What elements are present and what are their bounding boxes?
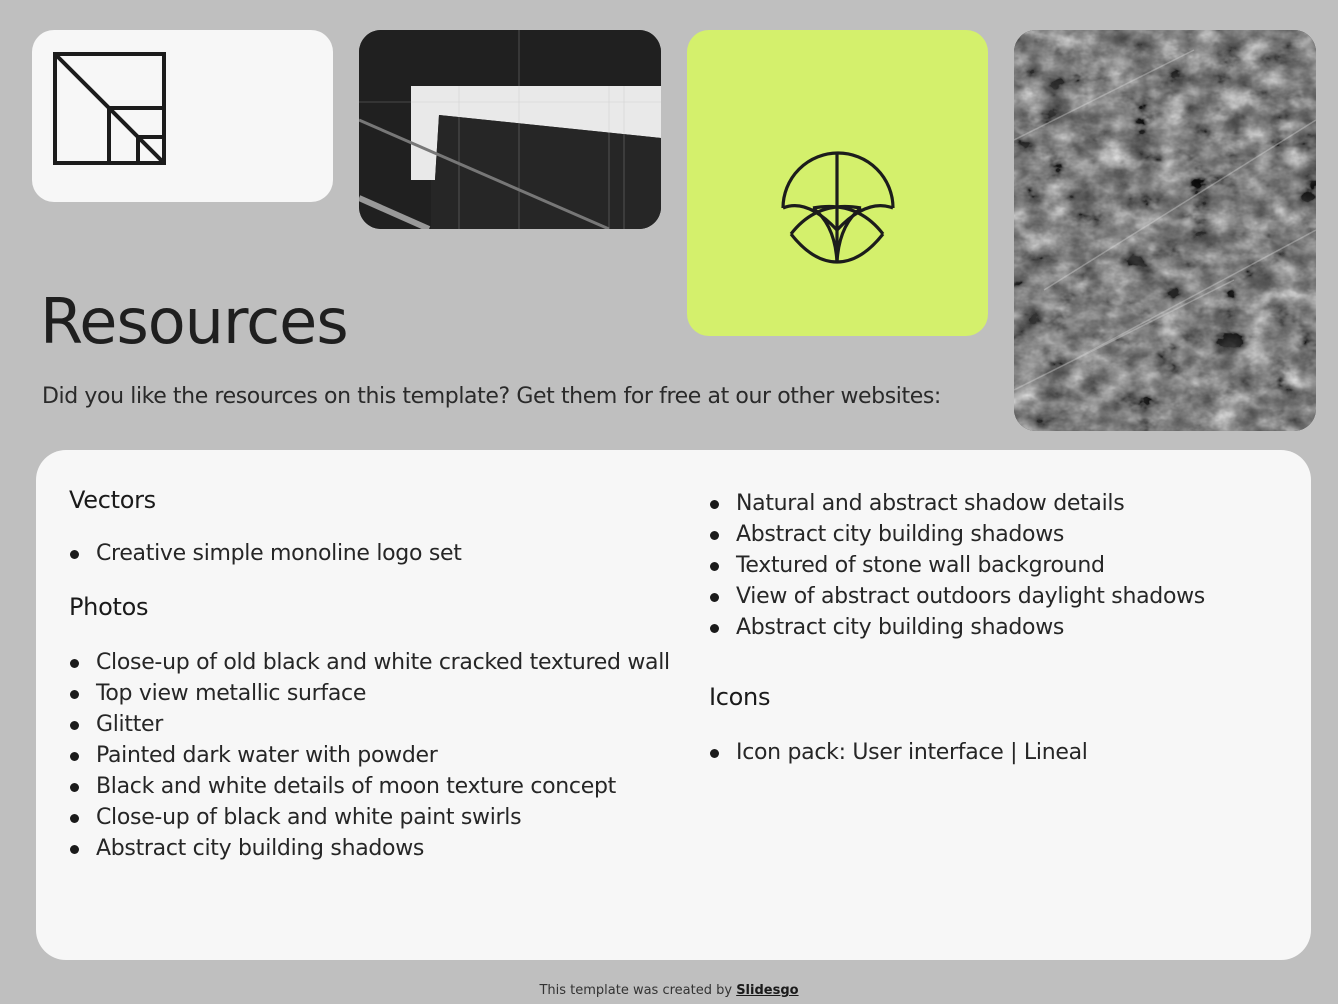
building-shadow-photo [359,30,661,229]
icons-list [709,737,1289,768]
fan-leaf-logo-icon [687,30,988,336]
list-item[interactable]: Textured of stone wall background [709,550,1289,581]
list-item[interactable]: Painted dark water with powder [69,740,699,771]
resources-panel [36,450,1311,960]
stone-texture-photo [1014,30,1316,431]
resources-column-right [709,488,1289,768]
list-item[interactable]: Abstract city building shadows [709,519,1289,550]
list-item[interactable]: Abstract city building shadows [709,612,1289,643]
section-heading-vectors: Vectors [69,486,156,514]
vectors-list [69,538,699,569]
list-item[interactable]: Close-up of black and white paint swirls [69,802,699,833]
slidesgo-link[interactable]: Slidesgo [736,983,799,998]
list-item[interactable]: Creative simple monoline logo set [69,538,699,569]
section-heading-icons: Icons [709,683,771,711]
square-diagonal-logo-icon [32,30,333,202]
logo-card-lime [687,30,988,336]
section-heading-photos: Photos [69,593,149,621]
list-item[interactable]: Icon pack: User interface | Lineal [709,737,1289,768]
list-item[interactable]: Glitter [69,709,699,740]
footer-credit [0,983,1338,998]
list-item[interactable]: Close-up of old black and white cracked textured wall [69,647,699,678]
stone-texture-image [1014,30,1316,431]
list-item[interactable]: View of abstract outdoors daylight shadows [709,581,1289,612]
list-item[interactable]: Abstract city building shadows [69,833,699,864]
list-item[interactable]: Top view metallic surface [69,678,699,709]
list-item[interactable]: Natural and abstract shadow details [709,488,1289,519]
footer-text: This template was created by [539,983,737,998]
building-shadow-image [359,30,661,229]
page-title: Resources [40,285,348,358]
list-item[interactable]: Black and white details of moon texture concept [69,771,699,802]
page-subtitle: Did you like the resources on this template? Get them for free at our other websites: [42,384,941,409]
photos-list-continued [709,488,1289,643]
photos-list [69,647,699,864]
logo-card-square [32,30,333,202]
resources-column-left [69,486,699,864]
